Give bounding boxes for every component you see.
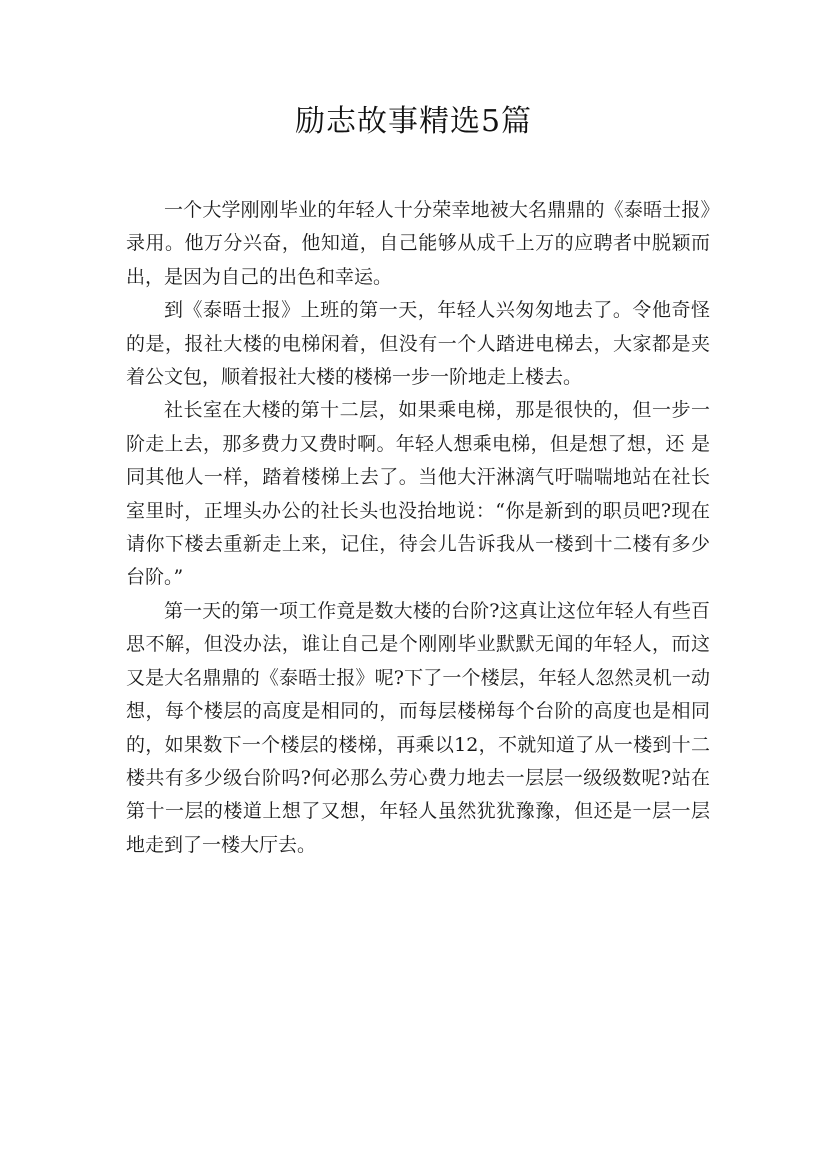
paragraph-1: 一个大学刚刚毕业的年轻人十分荣幸地被大名鼎鼎的《泰晤士报》录用。他万分兴奋，他知道，自己能够从成千上万的应聘者中脱颖而出，是因为自己的出色和幸运。 <box>126 199 710 288</box>
document-body <box>126 194 710 862</box>
paragraph-3: 社长室在大楼的第十二层，如果乘电梯，那是很快的，但一步一阶走上去，那多费力又费时啊。年轻人想乘电梯，但是想了想，还 是同其他人一样，踏着楼梯上去了。当他大汗淋漓气吁喘喘地站在社长室里时，正埋头办公的社长头也没抬地说：“你是新到的职员吧?现在请你下楼去重新走上来，记住，待会儿告诉我从一楼到十二楼有多少台阶。” <box>126 399 710 589</box>
document-title: 励志故事精选5篇 <box>294 104 533 139</box>
paragraph-4: 第一天的第一项工作竟是数大楼的台阶?这真让这位年轻人有些百思不解，但没办法，谁让自己是个刚刚毕业默默无闻的年轻人，而这又是大名鼎鼎的《泰晤士报》呢?下了一个楼层，年轻人忽然灵机一动想，每个楼层的高度是相同的，而每层楼梯每个台阶的高度也是相同的，如果数下一个楼层的楼梯，再乘以12，不就知道了从一楼到十二楼共有多少级台阶吗?何必那么劳心费力地去一层层一级级数呢?站在第十一层的楼道上想了又想，年轻人虽然犹犹豫豫，但还是一层一层地走到了一楼大厅去。 <box>126 599 710 856</box>
paragraph-2: 到《泰晤士报》上班的第一天，年轻人兴匆匆地去了。令他奇怪的是，报社大楼的电梯闲着，但没有一个人踏进电梯去，大家都是夹着公文包，顺着报社大楼的楼梯一步一阶地走上楼去。 <box>126 299 710 389</box>
